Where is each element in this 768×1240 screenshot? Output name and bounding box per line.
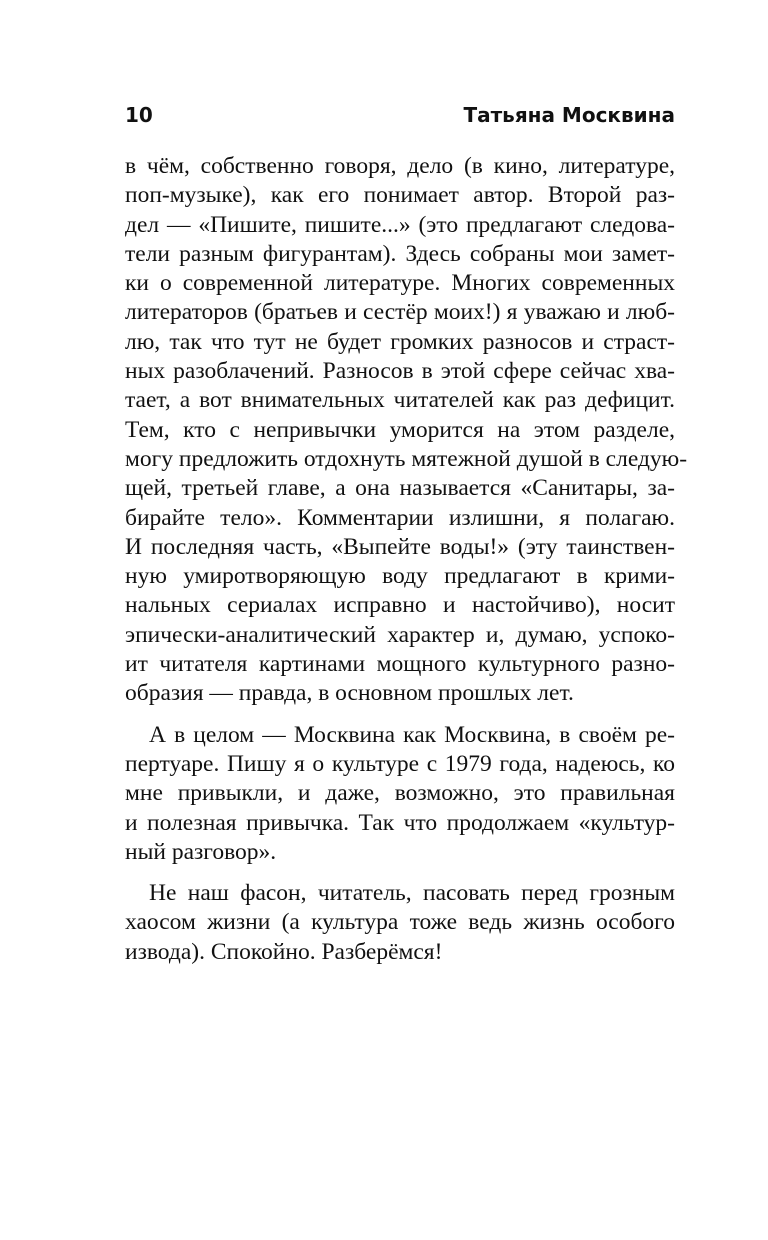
- paragraph: [125, 152, 688, 709]
- text-line: ных разоблачений. Разносов в этой сфере сейчас хва-: [125, 358, 675, 385]
- text-line: Не наш фасон, читатель, пасовать перед грозным: [149, 880, 675, 907]
- text-line: ки о современной литературе. Многих современных: [125, 270, 675, 297]
- text-line: А в целом — Москвина как Москвина, в своём ре-: [149, 721, 675, 748]
- text-line: извода). Спокойно. Разберёмся!: [125, 938, 443, 965]
- text-line: пертуаре. Пишу я о культуре с 1979 года, надеюсь, ко: [125, 750, 675, 777]
- text-line: в чём, собственно говоря, дело (в кино, литературе,: [125, 153, 675, 179]
- paragraph-spacing: [125, 709, 675, 721]
- text-line: Тем, кто с непривычки уморится на этом разделе,: [125, 416, 675, 443]
- text-line: лю, так что тут не будет громких разносов и страст-: [125, 328, 675, 355]
- text-line: поп-музыке), как его понимает автор. Второй раз-: [125, 182, 675, 209]
- text-line: могу предложить отдохнуть мятежной душой в следую-: [125, 445, 688, 472]
- text-line: щей, третьей главе, а она называется «Санитары, за-: [125, 475, 675, 502]
- paragraph: [125, 879, 675, 967]
- text-line: нальных сериалах исправно и настойчиво), носит: [125, 592, 675, 619]
- text-line: ит читателя картинами мощного культурного разно-: [125, 651, 675, 678]
- text-line: литераторов (братьев и сестёр моих!) я уважаю и люб-: [125, 299, 675, 326]
- text-line: бирайте тело». Комментарии излишни, я полагаю.: [125, 504, 675, 531]
- text-line: И последняя часть, «Выпейте воды!» (эту таинствен-: [125, 533, 675, 560]
- text-line: ную умиротворяющую воду предлагают в крими-: [125, 563, 675, 590]
- text-line: ный разговор».: [125, 838, 277, 865]
- text-line: хаосом жизни (а культура тоже ведь жизнь особого: [125, 909, 675, 936]
- body-text: [125, 152, 688, 967]
- text-line: и полезная привычка. Так что продолжаем «культур-: [125, 809, 675, 836]
- page-number: 10: [125, 103, 153, 127]
- text-line: дел — «Пишите, пишите...» (это предлагают следова-: [125, 211, 675, 238]
- text-line: тели разным фигурантам). Здесь собраны мои замет-: [125, 240, 675, 267]
- text-line: эпически-аналитический характер и, думаю, успоко-: [125, 621, 675, 648]
- text-line: образия — правда, в основном прошлых лет.: [125, 680, 574, 707]
- paragraph-spacing: [125, 867, 675, 879]
- paragraph: [125, 721, 675, 867]
- running-head-author: Татьяна Москвина: [463, 103, 675, 127]
- text-line: мне привыкли, и даже, возможно, это правильная: [125, 780, 675, 807]
- text-line: тает, а вот внимательных читателей как раз дефицит.: [125, 387, 675, 414]
- page-header: [125, 100, 675, 130]
